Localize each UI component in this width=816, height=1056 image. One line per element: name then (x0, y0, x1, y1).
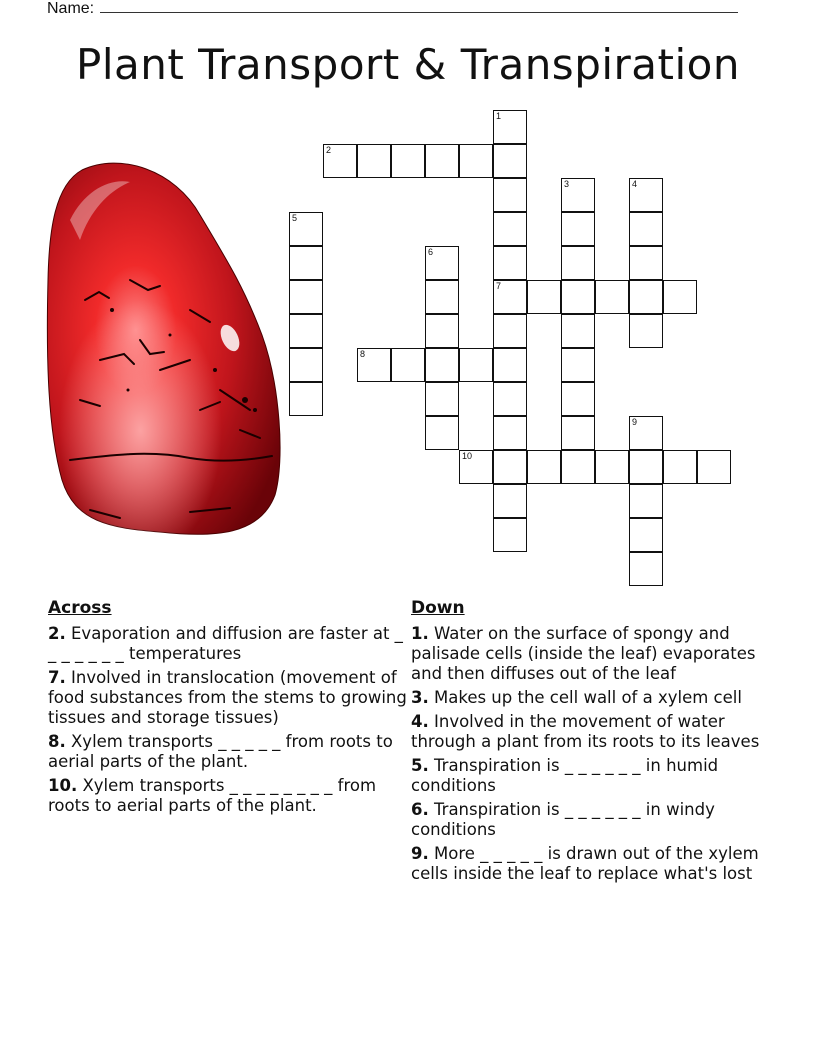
crossword-cell[interactable] (629, 518, 663, 552)
crossword-cell[interactable] (459, 450, 493, 484)
crossword-cell[interactable] (561, 348, 595, 382)
crossword-cell[interactable] (629, 484, 663, 518)
cell-number: 9 (632, 417, 638, 427)
crossword-cell[interactable] (629, 450, 663, 484)
cell-number: 3 (564, 179, 570, 189)
crossword-cell[interactable] (289, 212, 323, 246)
cell-number: 8 (360, 349, 366, 359)
crossword-cell[interactable] (493, 518, 527, 552)
clue-down-9 (411, 844, 771, 884)
crossword-cell[interactable] (561, 450, 595, 484)
clue-number: 1. (411, 624, 429, 643)
crossword-cell[interactable] (629, 416, 663, 450)
clue-text: Involved in translocation (movement of food substances from the stems to growing tissues and storage tissues) (48, 668, 407, 727)
clue-number: 10. (48, 776, 78, 795)
clue-down-1 (411, 624, 771, 684)
clue-across-2 (48, 624, 408, 664)
crossword-cell[interactable] (493, 246, 527, 280)
crossword-cell[interactable] (425, 348, 459, 382)
clue-down-4 (411, 712, 771, 752)
crossword-cell[interactable] (561, 382, 595, 416)
crossword-cell[interactable] (459, 348, 493, 382)
down-heading: Down (411, 598, 465, 618)
crossword-cell[interactable] (493, 314, 527, 348)
crossword-cell[interactable] (493, 382, 527, 416)
clue-text: Xylem transports _ _ _ _ _ _ _ _ from roots to aerial parts of the plant. (48, 776, 377, 815)
clue-down-6 (411, 800, 771, 840)
page-title: Plant Transport & Transpiration (76, 40, 740, 89)
crossword-cell[interactable] (425, 144, 459, 178)
down-clues (411, 598, 771, 888)
clue-across-7 (48, 668, 408, 728)
crossword-cell[interactable] (459, 144, 493, 178)
clue-number: 7. (48, 668, 66, 687)
crossword-cell[interactable] (391, 348, 425, 382)
crossword-cell[interactable] (561, 314, 595, 348)
crossword-cell[interactable] (357, 348, 391, 382)
clue-text: Water on the surface of spongy and palisade cells (inside the leaf) evaporates and then diffuses out of the leaf (411, 624, 756, 683)
crossword-cell[interactable] (493, 212, 527, 246)
across-clues (48, 598, 408, 820)
clue-number: 2. (48, 624, 66, 643)
clue-number: 5. (411, 756, 429, 775)
crossword-cell[interactable] (629, 212, 663, 246)
crossword-cell[interactable] (289, 314, 323, 348)
crossword-cell[interactable] (493, 484, 527, 518)
crossword-cell[interactable] (595, 280, 629, 314)
clue-number: 4. (411, 712, 429, 731)
crossword-cell[interactable] (425, 246, 459, 280)
cell-number: 4 (632, 179, 638, 189)
cell-number: 10 (462, 451, 473, 461)
clue-text: Xylem transports _ _ _ _ _ from roots to aerial parts of the plant. (48, 732, 393, 771)
crossword-cell[interactable] (357, 144, 391, 178)
clue-down-5 (411, 756, 771, 796)
crossword-cell[interactable] (561, 416, 595, 450)
name-label: Name: (47, 0, 95, 17)
crossword-cell[interactable] (663, 450, 697, 484)
crossword-cell[interactable] (289, 280, 323, 314)
crossword-cell[interactable] (289, 382, 323, 416)
clue-number: 3. (411, 688, 429, 707)
clue-number: 8. (48, 732, 66, 751)
crossword-cell[interactable] (493, 450, 527, 484)
crossword-cell[interactable] (527, 450, 561, 484)
clue-text: Involved in the movement of water through a plant from its roots to its leaves (411, 712, 760, 751)
crossword-cell[interactable] (289, 348, 323, 382)
crossword-cell[interactable] (425, 382, 459, 416)
crossword-cell[interactable] (493, 110, 527, 144)
crossword-cell[interactable] (629, 178, 663, 212)
crossword-cell[interactable] (289, 246, 323, 280)
cell-number: 7 (496, 281, 502, 291)
clue-across-10 (48, 776, 408, 816)
crossword-cell[interactable] (561, 280, 595, 314)
crossword-cell[interactable] (629, 552, 663, 586)
cell-number: 5 (292, 213, 298, 223)
crossword-cell[interactable] (629, 280, 663, 314)
crossword-cell[interactable] (663, 280, 697, 314)
clue-number: 6. (411, 800, 429, 819)
crossword-cell[interactable] (493, 144, 527, 178)
clue-text: Makes up the cell wall of a xylem cell (434, 688, 742, 707)
clue-text: Transpiration is _ _ _ _ _ _ in windy conditions (411, 800, 715, 839)
cell-number: 1 (496, 111, 502, 121)
crossword-cell[interactable] (493, 348, 527, 382)
cell-number: 6 (428, 247, 434, 257)
clue-text: Evaporation and diffusion are faster at _ _ _ _ _ _ _ temperatures (48, 624, 403, 663)
crossword-cell[interactable] (561, 246, 595, 280)
clue-number: 9. (411, 844, 429, 863)
across-heading: Across (48, 598, 112, 618)
crossword-cell[interactable] (561, 178, 595, 212)
crossword-cell[interactable] (425, 280, 459, 314)
clue-text: Transpiration is _ _ _ _ _ _ in humid conditions (411, 756, 719, 795)
crossword-cell[interactable] (527, 280, 561, 314)
name-underline[interactable] (100, 0, 738, 13)
clue-across-8 (48, 732, 408, 772)
cell-number: 2 (326, 145, 332, 155)
crossword-cell[interactable] (629, 246, 663, 280)
crossword-cell[interactable] (697, 450, 731, 484)
crossword-cell[interactable] (425, 314, 459, 348)
red-gemstone-icon (40, 160, 290, 540)
clue-down-3 (411, 688, 771, 708)
crossword-cell[interactable] (493, 280, 527, 314)
crossword-cell[interactable] (323, 144, 357, 178)
crossword-cell[interactable] (425, 416, 459, 450)
clue-text: More _ _ _ _ _ is drawn out of the xylem cells inside the leaf to replace what's lost (411, 844, 759, 883)
crossword-cell[interactable] (493, 178, 527, 212)
crossword-cell[interactable] (629, 314, 663, 348)
name-field[interactable] (47, 0, 738, 18)
crossword-cell[interactable] (561, 212, 595, 246)
crossword-cell[interactable] (391, 144, 425, 178)
crossword-cell[interactable] (493, 416, 527, 450)
crossword-cell[interactable] (595, 450, 629, 484)
